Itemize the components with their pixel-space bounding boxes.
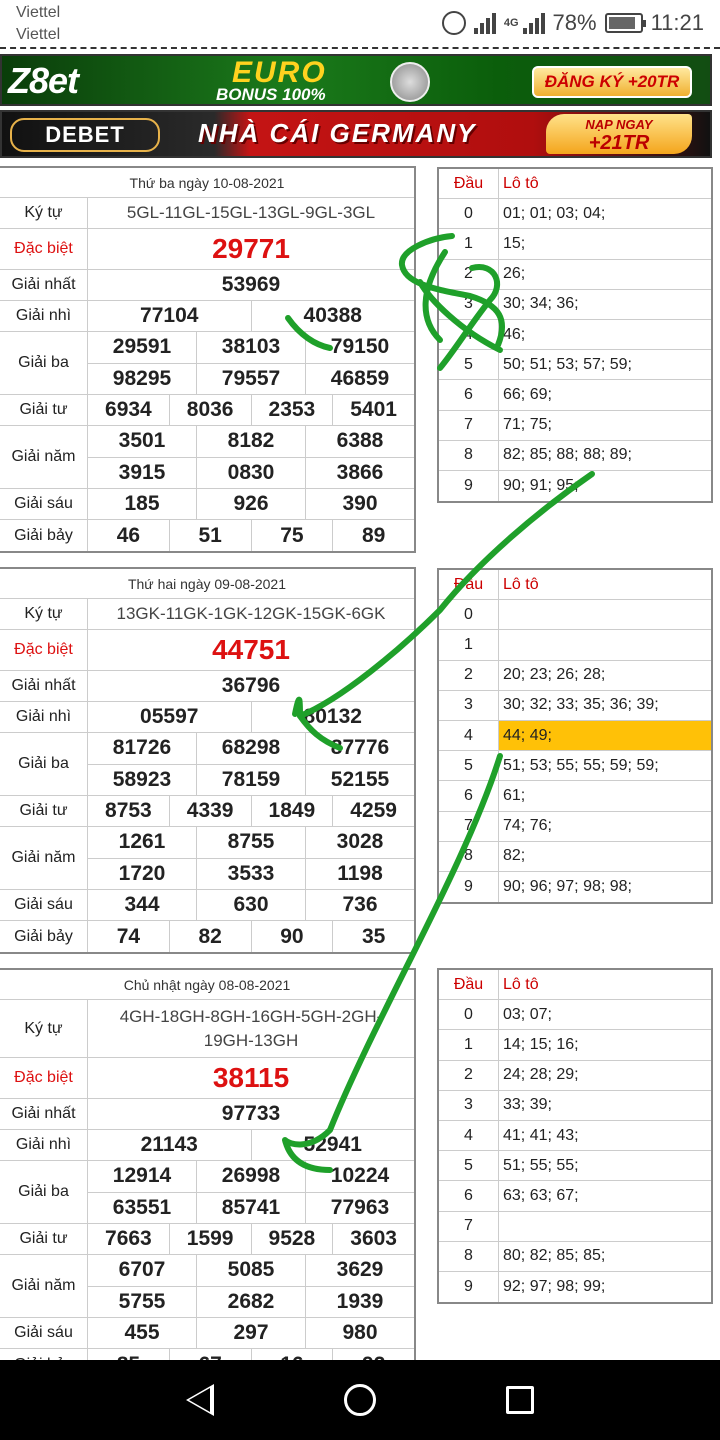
prize-number: 185 [88,489,197,519]
draw-date: Chủ nhật ngày 08-08-2021 [0,970,414,1000]
prize-row-g2 [0,1130,414,1161]
dau-digit: 8 [439,441,499,470]
prize-number: 7663 [88,1224,170,1254]
loto-values: 15; [503,234,526,252]
prize-row-db [0,630,414,671]
loto-values: 71; 75; [503,416,552,434]
loto-header [439,970,711,1000]
prize-number: 5401 [350,398,397,421]
loto-values: 03; 07; [503,1005,552,1023]
prize-row-g3 [0,332,414,395]
prize-number: 9528 [252,1224,334,1254]
prize-label: Giải nhất [0,1099,88,1129]
dau-digit: 1 [439,630,499,659]
results-table [0,567,416,954]
prize-number: 3603 [350,1227,397,1250]
prize-number: 78159 [197,765,306,796]
loto-values: 92; 97; 98; 99; [503,1277,606,1295]
prize-number: 40388 [303,304,362,327]
prize-number: 0830 [197,458,306,489]
dau-digit: 7 [439,411,499,440]
loto-values: 01; 01; 03; 04; [503,204,606,222]
prize-number: 79557 [197,364,306,395]
prize-row-g5 [0,1255,414,1318]
dau-digit: 9 [439,1272,499,1302]
debet-logo: DEBET [10,118,160,152]
dau-header: Đầu [439,169,499,198]
prize-number: 8755 [197,827,306,858]
prize-row-g2 [0,702,414,733]
divider [0,47,720,49]
loto-header-label: Lô tô [503,174,539,192]
prize-label: Giải nhất [0,671,88,701]
prize-number: 38103 [197,332,306,363]
loto-row [439,411,711,441]
loto-values: 33; 39; [503,1096,552,1114]
prize-label: Giải bảy [0,921,88,952]
clock: 11:21 [650,10,704,35]
prize-row-g4 [0,395,414,426]
dau-digit: 5 [439,350,499,379]
ad-banner-debet[interactable] [0,110,712,158]
prize-label: Ký tự [0,198,88,228]
prize-number: 5755 [88,1287,197,1318]
signal-icon [523,12,545,34]
prize-number: 97733 [221,1102,281,1125]
loto-row [439,691,711,721]
prize-number: 736 [342,893,378,916]
loto-row [439,1212,711,1242]
loto-row [439,1151,711,1181]
prize-number: 21143 [88,1130,252,1160]
dau-digit: 2 [439,260,499,289]
loto-row [439,1091,711,1121]
banner-headline: EURO [232,56,327,89]
prize-row-g7 [0,520,414,551]
prize-row-g3 [0,1161,414,1224]
home-icon[interactable] [344,1384,376,1416]
prize-number: 1939 [336,1289,384,1313]
prize-number: 8036 [170,395,252,425]
prize-label: Giải năm [0,827,88,889]
loto-row [439,1181,711,1211]
prize-label: Giải sáu [0,890,88,920]
prize-number: 75 [252,520,334,551]
deposit-amount: +21TR [588,132,650,154]
dau-digit: 6 [439,380,499,409]
loto-row [439,661,711,691]
prize-number: 3028 [336,830,384,854]
loto-values: 80; 82; 85; 85; [503,1247,606,1265]
loto-row [439,1242,711,1272]
status-bar [0,0,720,48]
dau-digit: 0 [439,199,499,228]
prize-number: 1599 [170,1224,252,1254]
loto-header-label: Lô tô [503,975,539,993]
results-table [0,968,416,1382]
dau-header: Đầu [439,570,499,599]
draw-date: Thứ ba ngày 10-08-2021 [0,168,414,198]
dau-digit: 4 [439,1121,499,1150]
prize-label: Giải ba [0,733,88,795]
loto-row [439,260,711,290]
prize-number: 87776 [330,736,390,760]
loto-values: 26; [503,265,526,283]
dau-digit: 8 [439,842,499,871]
prize-row-g6 [0,890,414,921]
loto-table [437,968,713,1304]
prize-number: 3533 [197,859,306,890]
prize-number: 4259 [350,799,397,822]
prize-row-db [0,229,414,270]
prize-number: 26998 [197,1161,306,1192]
banner-headline: NHÀ CÁI GERMANY [198,118,477,148]
loto-row [439,600,711,630]
dau-digit: 0 [439,600,499,629]
alarm-icon [442,11,466,35]
prize-number: 1849 [252,796,334,826]
prize-number: 90 [252,921,334,952]
prize-row-kytu [0,198,414,229]
dau-digit: 6 [439,1181,499,1210]
dau-digit: 7 [439,1212,499,1241]
prize-row-g6 [0,489,414,520]
prize-number: 297 [197,1318,306,1348]
prize-number: 05597 [88,702,252,732]
prize-number: 35 [361,924,386,948]
loto-row [439,812,711,842]
prize-number: 630 [197,890,306,920]
loto-values: 66; 69; [503,385,552,403]
prize-number: 2682 [197,1287,306,1318]
prize-number: 390 [342,492,378,515]
loto-row [439,721,711,751]
loto-values: 30; 32; 33; 35; 36; 39; [503,696,659,714]
prize-number: 74 [88,921,170,952]
loto-row [439,229,711,259]
prize-row-g1 [0,671,414,702]
dau-digit: 2 [439,1061,499,1090]
dau-digit: 4 [439,721,499,750]
loto-row [439,1272,711,1302]
loto-row [439,380,711,410]
draw-code: 4GH-18GH-8GH-16GH-5GH-2GH-19GH-13GH [119,1006,383,1050]
dau-digit: 6 [439,781,499,810]
battery-icon [605,13,643,33]
prize-number: 52941 [303,1133,362,1156]
dau-digit: 8 [439,1242,499,1271]
prize-number: 6707 [88,1255,197,1286]
prize-number: 46 [88,520,170,551]
loto-header [439,169,711,199]
prize-number: 51 [170,520,252,551]
prize-row-g1 [0,270,414,301]
prize-number: 8182 [197,426,306,457]
recent-apps-icon[interactable] [506,1386,534,1414]
prize-label: Giải ba [0,1161,88,1223]
loto-header [439,570,711,600]
prize-row-g6 [0,1318,414,1349]
prize-number: 77104 [88,301,252,331]
prize-number: 3866 [336,460,384,484]
dau-digit: 9 [439,471,499,501]
loto-row [439,751,711,781]
prize-label: Giải tư [0,1224,88,1254]
prize-number: 4339 [170,796,252,826]
prize-number: 980 [342,1321,378,1344]
prize-row-g5 [0,426,414,489]
draw-code: 5GL-11GL-15GL-13GL-9GL-3GL [126,203,376,222]
prize-number: 58923 [88,765,197,796]
prize-number: 77963 [330,1195,390,1219]
dau-digit: 3 [439,290,499,319]
loto-values: 74; 76; [503,817,552,835]
dau-digit: 0 [439,1000,499,1029]
carrier-name: Viettel [16,26,61,43]
loto-row [439,320,711,350]
loto-values: 63; 63; 67; [503,1186,579,1204]
loto-values: 82; 85; 88; 88; 89; [503,446,632,464]
prize-number: 6934 [88,395,170,425]
prize-number: 36796 [221,674,281,697]
loto-values: 51; 53; 55; 55; 59; 59; [503,756,659,774]
prize-row-g5 [0,827,414,890]
loto-row [439,1000,711,1030]
prize-row-g1 [0,1099,414,1130]
prize-number: 81726 [88,733,197,764]
prize-number: 89 [361,523,386,547]
loto-values: 46; [503,325,526,343]
prize-number: 1198 [337,861,383,885]
loto-row [439,441,711,471]
prize-label: Giải sáu [0,1318,88,1348]
back-icon[interactable] [186,1384,214,1416]
loto-row [439,471,711,501]
prize-number: 3915 [88,458,197,489]
loto-values: 90; 91; 95; [503,476,579,494]
dau-digit: 7 [439,812,499,841]
draw-date: Thứ hai ngày 09-08-2021 [0,569,414,599]
loto-row [439,1121,711,1151]
loto-values: 20; 23; 26; 28; [503,666,606,684]
battery-percent: 78% [552,10,597,35]
prize-label: Ký tự [0,1000,88,1057]
dau-digit: 3 [439,691,499,720]
loto-values: 50; 51; 53; 57; 59; [503,355,632,373]
prize-label: Giải tư [0,395,88,425]
prize-number: 455 [88,1318,197,1348]
dau-digit: 2 [439,661,499,690]
dau-digit: 1 [439,229,499,258]
prize-number: 29591 [88,332,197,363]
loto-row [439,630,711,660]
prize-row-kytu [0,599,414,630]
prize-number: 1720 [88,859,197,890]
prize-number: 29771 [212,233,290,264]
prize-label: Đặc biệt [0,229,88,269]
loto-row [439,199,711,229]
prize-number: 12914 [88,1161,197,1192]
draw-code: 13GK-11GK-1GK-12GK-15GK-6GK [116,604,386,623]
prize-row-g4 [0,1224,414,1255]
register-button[interactable]: ĐĂNG KÝ +20TR [532,66,692,98]
loto-values: 51; 55; 55; [503,1156,579,1174]
loto-row [439,1061,711,1091]
prize-number: 46859 [330,366,390,390]
prize-number: 80132 [303,705,362,728]
prize-label: Giải bảy [0,520,88,551]
prize-number: 8753 [88,796,170,826]
prize-label: Đặc biệt [0,1058,88,1098]
loto-values: 44; 49; [499,721,711,750]
navigation-bar [0,1360,720,1440]
network-type: 4G [503,16,519,29]
prize-label: Giải nhì [0,702,88,732]
z8et-logo: Z8et [8,60,79,101]
dau-digit: 5 [439,751,499,780]
dau-digit: 4 [439,320,499,349]
loto-values: 90; 96; 97; 98; 98; [503,877,632,895]
prize-label: Giải nhất [0,270,88,300]
dau-digit: 9 [439,872,499,902]
prize-label: Đặc biệt [0,630,88,670]
trophy-icon [390,62,430,102]
prize-number: 79150 [330,335,390,359]
loto-row [439,1030,711,1060]
prize-number: 3501 [88,426,197,457]
loto-values: 30; 34; 36; [503,295,579,313]
prize-number: 82 [170,921,252,952]
prize-number: 38115 [212,1062,290,1093]
prize-number: 68298 [197,733,306,764]
prize-row-g3 [0,733,414,796]
prize-number: 6388 [336,429,384,453]
loto-table [437,568,713,904]
prize-row-db [0,1058,414,1099]
prize-row-g7 [0,921,414,952]
prize-number: 1261 [88,827,197,858]
prize-row-kytu [0,1000,414,1058]
prize-label: Giải năm [0,1255,88,1317]
dau-digit: 5 [439,1151,499,1180]
loto-values: 24; 28; 29; [503,1066,579,1084]
loto-values: 82; [503,847,526,865]
results-table [0,166,416,553]
prize-number: 44751 [212,634,290,665]
loto-row [439,350,711,380]
loto-values: 14; 15; 16; [503,1035,579,1053]
prize-number: 10224 [330,1164,390,1188]
loto-row [439,872,711,902]
prize-label: Ký tự [0,599,88,629]
loto-values: 41; 41; 43; [503,1126,579,1144]
loto-values: 61; [503,786,526,804]
deposit-label: NẠP NGAY [585,117,653,132]
carrier-name: Viettel [16,4,61,21]
loto-row [439,781,711,811]
deposit-button[interactable] [546,114,692,154]
loto-values [499,630,711,659]
dau-digit: 3 [439,1091,499,1120]
prize-number: 63551 [88,1193,197,1224]
loto-values [499,600,711,629]
loto-header-label: Lô tô [503,575,539,593]
loto-table [437,167,713,503]
loto-values [499,1212,711,1241]
prize-number: 2353 [252,395,334,425]
prize-label: Giải nhì [0,301,88,331]
prize-label: Giải sáu [0,489,88,519]
loto-row [439,842,711,872]
dau-digit: 1 [439,1030,499,1059]
prize-label: Giải tư [0,796,88,826]
loto-row [439,290,711,320]
signal-icon [474,12,496,34]
prize-number: 344 [88,890,197,920]
prize-number: 5085 [197,1255,306,1286]
ad-banner-z8et[interactable] [0,54,712,106]
prize-number: 3629 [336,1258,384,1282]
prize-row-g2 [0,301,414,332]
prize-row-g4 [0,796,414,827]
prize-label: Giải nhì [0,1130,88,1160]
prize-number: 53969 [221,273,281,296]
prize-label: Giải năm [0,426,88,488]
prize-label: Giải ba [0,332,88,394]
prize-number: 98295 [88,364,197,395]
prize-number: 52155 [330,767,390,791]
banner-subline: BONUS 100% [216,85,326,104]
prize-number: 85741 [197,1193,306,1224]
prize-number: 926 [197,489,306,519]
dau-header: Đầu [439,970,499,999]
